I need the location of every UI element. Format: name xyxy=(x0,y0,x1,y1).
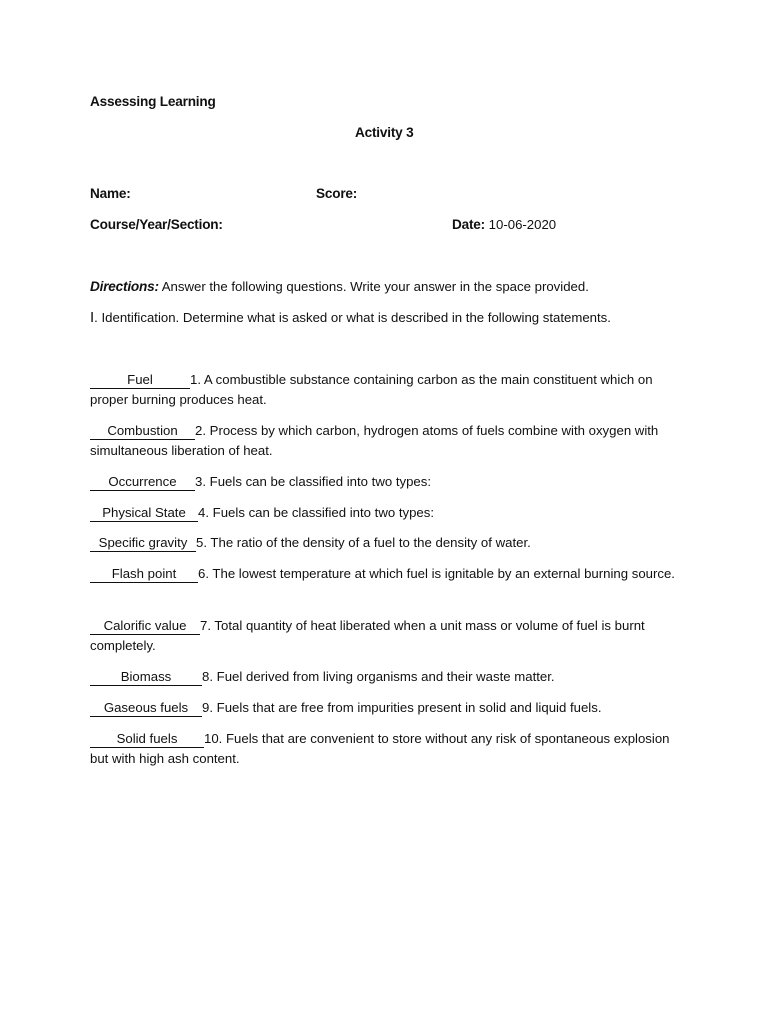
score-label: Score: xyxy=(316,186,358,201)
question-item xyxy=(90,698,690,718)
answer-blank[interactable]: Solid fuels xyxy=(90,731,204,748)
answer-blank[interactable]: Physical State xyxy=(90,505,198,522)
question-text: 6. The lowest temperature at which fuel is ignitable by an external burning source. xyxy=(198,566,675,581)
section-title: Assessing Learning xyxy=(90,94,216,109)
directions-line xyxy=(90,279,589,294)
answer-blank[interactable]: Gaseous fuels xyxy=(90,700,202,717)
activity-title: Activity 3 xyxy=(355,125,414,140)
question-item xyxy=(90,370,690,410)
question-item xyxy=(90,533,690,553)
answer-blank[interactable]: Flash point xyxy=(90,566,198,583)
part-instruction-text: . Identification. Determine what is asked or what is described in the following statements. xyxy=(94,310,611,325)
question-text: 5. The ratio of the density of a fuel to the density of water. xyxy=(196,535,531,550)
part-one-instruction xyxy=(90,309,611,326)
directions-text: Answer the following questions. Write your answer in the space provided. xyxy=(161,279,589,294)
question-item xyxy=(90,503,690,523)
question-text: 3. Fuels can be classified into two types: xyxy=(195,474,432,489)
part-numeral: I xyxy=(90,309,95,326)
question-text: 9. Fuels that are free from impurities present in solid and liquid fuels. xyxy=(202,700,602,715)
question-item xyxy=(90,667,690,687)
question-text: 10. Fuels that are convenient to store without any risk of spontaneous explosion but with high ash content. xyxy=(90,731,670,766)
question-item xyxy=(90,729,690,769)
answer-blank[interactable]: Calorific value xyxy=(90,618,200,635)
date-value: 10-06-2020 xyxy=(488,217,557,232)
name-label: Name: xyxy=(90,186,131,201)
question-text: 2. Process by which carbon, hydrogen atoms of fuels combine with oxygen with simultaneous liberation of heat. xyxy=(90,423,659,458)
question-text: 1. A combustible substance containing carbon as the main constituent which on proper burning produces heat. xyxy=(90,372,653,407)
question-item xyxy=(90,564,690,584)
question-item xyxy=(90,421,690,461)
question-text: 8. Fuel derived from living organisms and their waste matter. xyxy=(202,669,555,684)
question-item xyxy=(90,472,690,492)
answer-blank[interactable]: Specific gravity xyxy=(90,535,196,552)
date-label: Date: xyxy=(452,217,485,232)
question-text: 7. Total quantity of heat liberated when a unit mass or volume of fuel is burnt completely. xyxy=(90,618,645,653)
course-year-section-label: Course/Year/Section: xyxy=(90,217,223,232)
answer-blank[interactable]: Combustion xyxy=(90,423,195,440)
directions-label: Directions: xyxy=(90,279,159,294)
date-field xyxy=(452,217,556,232)
answer-blank[interactable]: Biomass xyxy=(90,669,202,686)
question-item xyxy=(90,616,690,656)
answer-blank[interactable]: Occurrence xyxy=(90,474,195,491)
question-text: 4. Fuels can be classified into two types: xyxy=(198,505,435,520)
answer-blank[interactable]: Fuel xyxy=(90,372,190,389)
